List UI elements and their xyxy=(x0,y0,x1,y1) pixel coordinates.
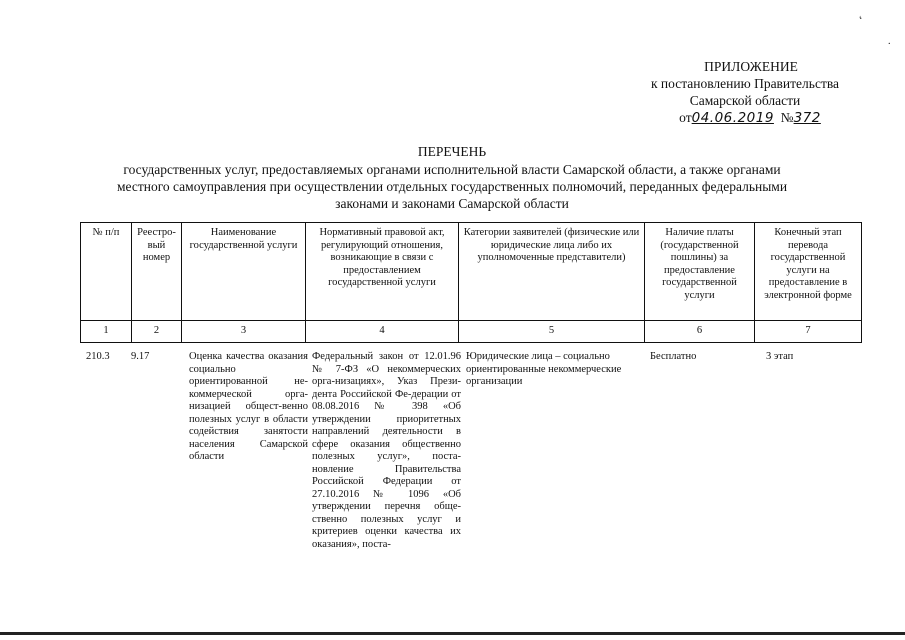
column-number: 2 xyxy=(132,321,182,343)
handwritten-mark: ʻ xyxy=(857,13,867,27)
appendix-region: Самарской области xyxy=(689,93,801,108)
services-table xyxy=(80,222,862,343)
column-number: 3 xyxy=(182,321,306,343)
header-cell-applicants: Категории заявителей (физические или юридические лица либо их уполномоченные представители) xyxy=(459,223,645,321)
row-index: 210.3 xyxy=(86,351,110,362)
appendix-resolution: к постановлению Правительства xyxy=(650,76,840,91)
header-cell-registry: Реестро-вый номер xyxy=(132,223,182,321)
handwritten-number: 372 xyxy=(793,110,821,126)
row-fee: Бесплатно xyxy=(650,351,697,362)
header-cell-legal-act: Нормативный правовой акт, регулирующий отношения, возникающие в связи с предоставлением государственной услуги xyxy=(306,223,459,321)
page-bottom-rule xyxy=(0,632,905,635)
column-number: 4 xyxy=(306,321,459,343)
appendix-block xyxy=(612,58,872,127)
row-registry-number: 9.17 xyxy=(131,351,150,362)
row-final-stage: 3 этап xyxy=(766,351,794,362)
heading-line: государственных услуг, предоставляемых органами исполнительной власти Самарской области, а также органами xyxy=(123,162,781,177)
column-number-row xyxy=(81,321,862,343)
column-number: 7 xyxy=(755,321,862,343)
header-cell-index: № п/п xyxy=(81,223,132,321)
number-prefix: № xyxy=(780,110,794,125)
column-number: 1 xyxy=(81,321,132,343)
header-cell-final-stage: Конечный этап перевода государственной услуги на предоставление в электронной форме xyxy=(755,223,862,321)
row-service-name: Оценка качества оказания социально ориентированной не-коммерческой орга-низацией общест-венно полезных услуг в области содействия занятости населения Самарской области xyxy=(189,351,308,462)
row-applicants: Юридические лица – социально ориентированные некоммерческие организации xyxy=(466,351,622,387)
appendix-title: ПРИЛОЖЕНИЕ xyxy=(704,59,798,74)
date-prefix: от xyxy=(679,110,692,125)
appendix-date-line xyxy=(628,109,872,127)
header-row xyxy=(81,223,862,321)
header-cell-fee: Наличие платы (государственной пошлины) за предоставление государственной услуги xyxy=(645,223,755,321)
corner-dot: . xyxy=(888,36,891,47)
handwritten-date: 04.06.2019 xyxy=(691,110,774,126)
header-cell-service: Наименование государственной услуги xyxy=(182,223,306,321)
heading-line: местного самоуправления при осуществлении отдельных государственных полномочий, переданных федеральными xyxy=(116,179,788,194)
heading-title: ПЕРЕЧЕНЬ xyxy=(417,144,487,159)
heading-line: законами и законами Самарской области xyxy=(335,196,569,211)
column-number: 5 xyxy=(459,321,645,343)
row-legal-act: Федеральный закон от 12.01.96 № 7-ФЗ «О некоммерческих орга-низациях», Указ Прези-дента Российской Фе-дерации от 08.08.2016 № 398 «Об утверждении приоритетных направлений деятельности в сфере оказания общественно полезных услуг», поста-новление Правительства Российской Федерации от 27.10.2016 № 1096 «Об утверждении перечня обще-ственно полезных услуг и критериев оценки качества их оказания», поста- xyxy=(312,351,461,550)
column-number: 6 xyxy=(645,321,755,343)
document-heading xyxy=(70,143,834,212)
